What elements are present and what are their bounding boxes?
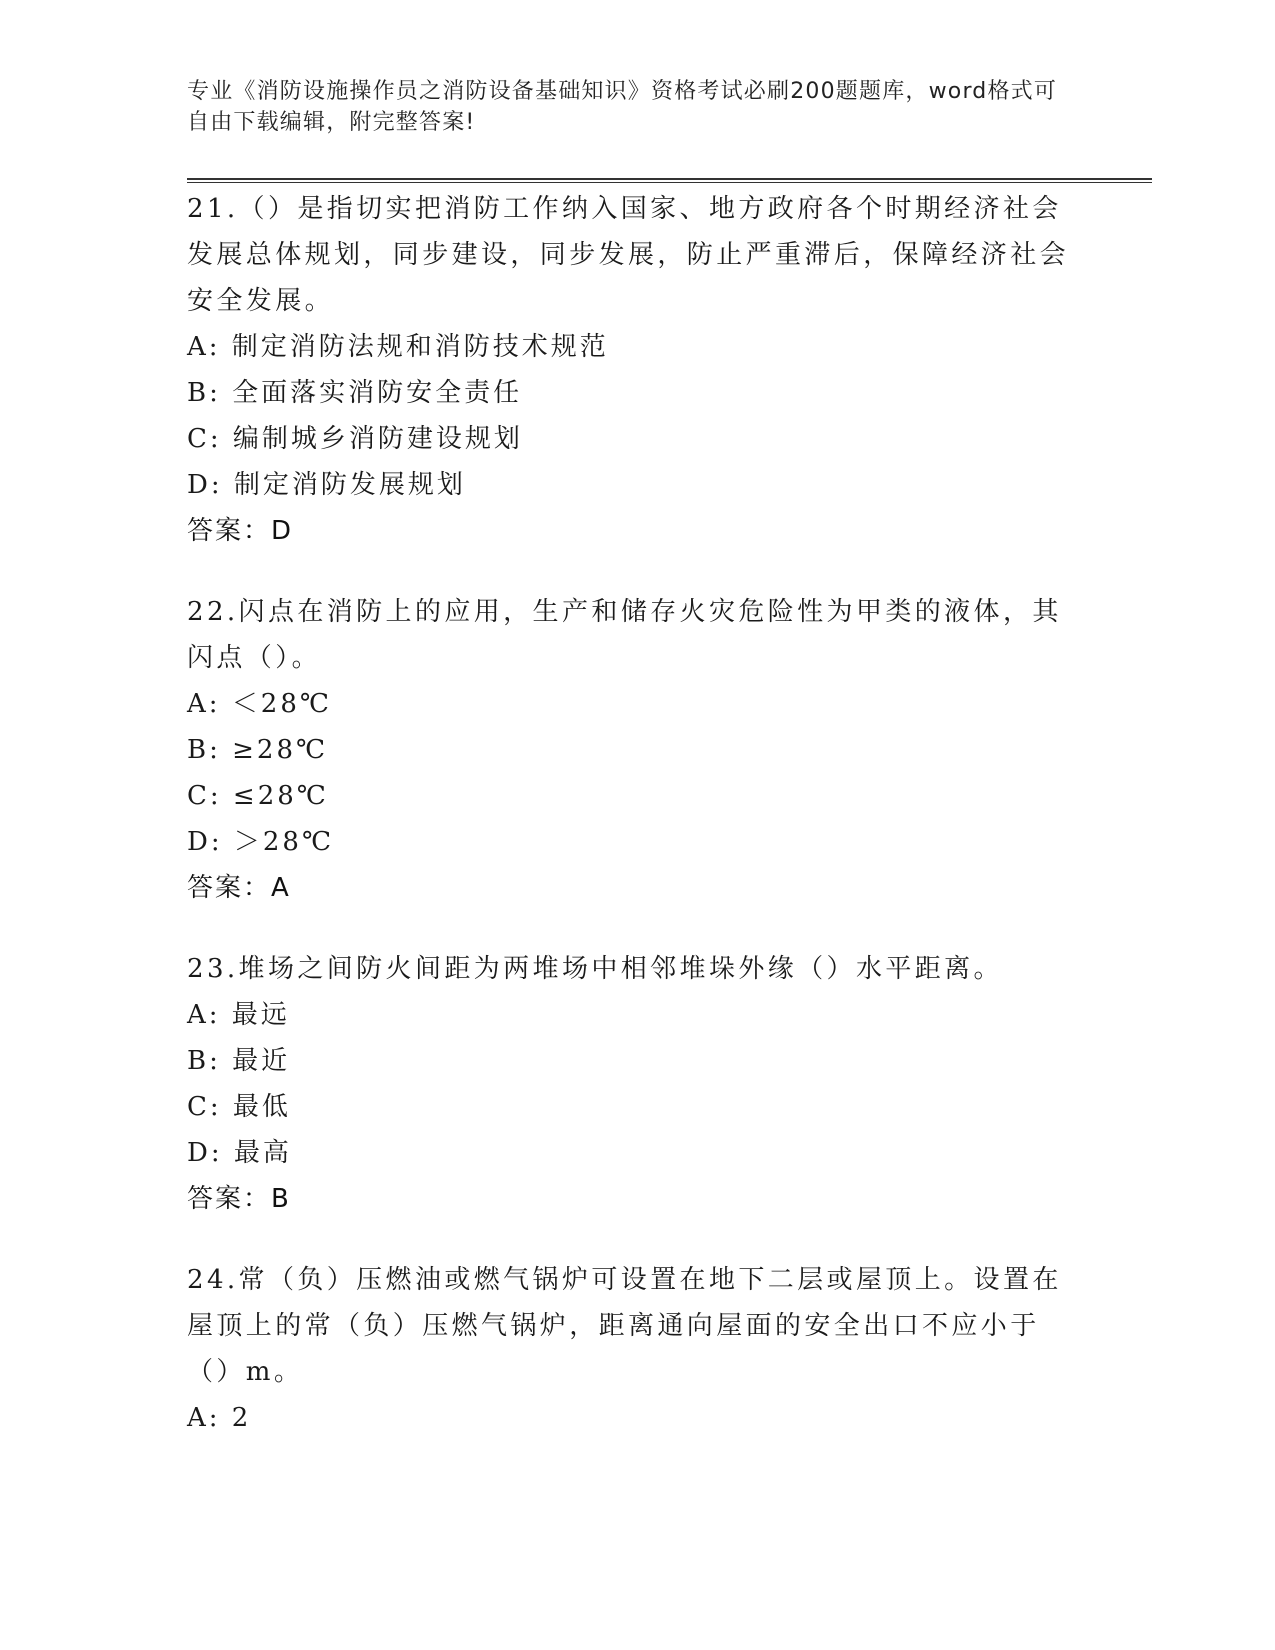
- option-b: B: 最近: [187, 1046, 291, 1076]
- answer: 答案：B: [187, 1184, 291, 1214]
- question-22: [187, 589, 1087, 911]
- option-c: C: 编制城乡消防建设规划: [187, 424, 523, 454]
- option-d: D: 最高: [187, 1138, 292, 1168]
- option-b: B: ≥28℃: [187, 735, 329, 765]
- option-d: D: ＞28℃: [187, 827, 335, 857]
- answer: 答案：A: [187, 873, 291, 903]
- document-header: 专业《消防设施操作员之消防设备基础知识》资格考试必刷200题题库，word格式可自由下载编辑，附完整答案!: [187, 79, 1058, 135]
- option-a: A: 最远: [187, 1000, 290, 1030]
- question-23: [187, 946, 1087, 1222]
- header-divider: [187, 178, 1152, 183]
- question-24: [187, 1257, 1087, 1441]
- option-b: B: 全面落实消防安全责任: [187, 378, 523, 408]
- question-stem: 23.堆场之间防火间距为两堆场中相邻堆垛外缘（）水平距离。: [187, 954, 1003, 984]
- answer: 答案：D: [187, 516, 294, 546]
- option-a: A: 2: [187, 1403, 252, 1433]
- option-a: A: 制定消防法规和消防技术规范: [187, 332, 609, 362]
- question-21: [187, 186, 1087, 554]
- option-c: C: 最低: [187, 1092, 291, 1122]
- option-d: D: 制定消防发展规划: [187, 470, 466, 500]
- option-c: C: ≤28℃: [187, 781, 329, 811]
- option-a: A: ＜28℃: [187, 689, 332, 719]
- question-stem: 21.（）是指切实把消防工作纳入国家、地方政府各个时期经济社会发展总体规划，同步建设，同步发展，防止严重滞后，保障经济社会安全发展。: [187, 194, 1070, 316]
- question-stem: 22.闪点在消防上的应用，生产和储存火灾危险性为甲类的液体，其闪点（）。: [187, 597, 1062, 673]
- question-stem: 24.常（负）压燃油或燃气锅炉可设置在地下二层或屋顶上。设置在屋顶上的常（负）压燃气锅炉，距离通向屋面的安全出口不应小于（）m。: [187, 1265, 1062, 1387]
- question-list: [187, 186, 1087, 1476]
